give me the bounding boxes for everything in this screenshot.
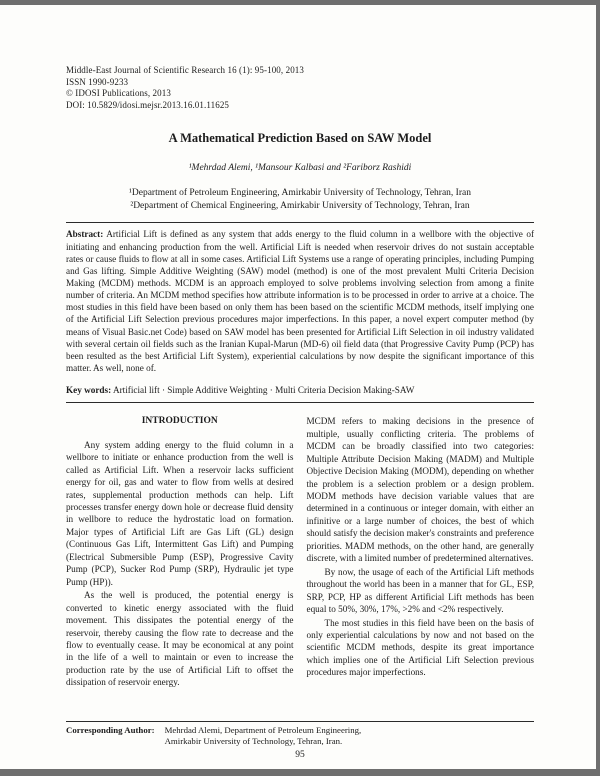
paper-page: [0, 5, 596, 769]
abstract-label: Abstract:: [66, 229, 104, 240]
doi: DOI: 10.5829/idosi.mejsr.2013.16.01.11625: [66, 99, 230, 110]
keywords-text: Artificial lift · Simple Additive Weighting · Multi Criteria Decision Making-SAW: [112, 385, 415, 396]
page-number: 95: [295, 750, 305, 760]
left-column: [66, 415, 294, 689]
abstract-paragraph: [66, 228, 534, 374]
journal-header: [66, 65, 534, 111]
issn: ISSN 1990-9233: [66, 76, 129, 87]
journal-name: Middle-East Journal of Scientific Research 16 (1): 95-100, 2013: [66, 65, 304, 75]
keywords-bottom-rule: [66, 402, 534, 403]
corresponding-author-label: Corresponding Author:: [66, 725, 155, 735]
intro-paragraph-2: As the well is produced, the potential energy is converted to kinetic energy associated with the fluid movement. This dissipates the potential energy of the reservoir, thereby causing the flow rate to decrease and the flow to eventually cease. It may be economical at any point in the life of a well to maintain or even to increase the production rate by the use of Artificial Lift to offset the dissipation of reservoir energy.: [66, 590, 294, 688]
right-paragraph-1: MCDM refers to making decisions in the presence of multiple, usually conflicting criteria. The problems of MCDM can be broadly classified into two categories: Multiple Attribute Decision Making (MADM) and Multiple Objective Decision Making (MODM), depending on whether the problem is a selection problem or a design problem. MODM methods have decision variable values that are determined in a continuous or integer domain, with either an infinitive or a large number of choices, the best of which should satisfy the decision maker's constraints and preference priorities. MADM methods, on the other hand, are generally discrete, with a limited number of predetermined alternatives.: [306, 416, 534, 564]
footer-rule: [66, 721, 534, 722]
affiliation-1: ¹Department of Petroleum Engineering, Amirkabir University of Technology, Tehran, Iran: [129, 188, 471, 199]
corresponding-author-line-2: Amirkabir University of Technology, Tehran, Iran.: [164, 736, 343, 746]
corresponding-author-line-1: Mehrdad Alemi, Department of Petroleum Engineering,: [164, 725, 362, 735]
corresponding-author-text: [165, 725, 362, 747]
right-paragraph-2: By now, the usage of each of the Artificial Lift methods throughout the world has been in a manner that for GL, ESP, SRP, PCP, HP as different Artificial Lift methods has been equal to 50%, 30%, 17%, >2% and <2% respectively.: [306, 566, 534, 615]
intro-paragraph-1: Any system adding energy to the fluid column in a wellbore to initiate or enhance production from the well is called as Artificial Lift. When a reservoir lacks sufficient energy for oil, gas and water to flow from wells at desired rates, supplemental production methods can help. Lift processes transfer energy down hole or decrease fluid density in wellbore to reduce the hydrostatic load on formation. Major types of Artificial Lift are Gas Lift (GL) design (Continuous Gas Lift, Intermittent Gas Lift) and Pumping (Electrical Submersible Pump (ESP), Progressive Cavity Pump (PCP), Sucker Rod Pump (SRP), Hydraulic jet type Pump (HP)).: [66, 439, 294, 587]
affiliation-2: ²Department of Chemical Engineering, Amirkabir University of Technology, Tehran, Iran: [130, 201, 470, 212]
paper-title: A Mathematical Prediction Based on SAW Model: [168, 131, 432, 146]
two-column-body: [66, 415, 534, 689]
abstract-top-rule: [66, 222, 534, 223]
corresponding-author: [66, 725, 534, 747]
keywords-line: [66, 384, 534, 396]
page-footer: [66, 721, 534, 760]
publisher: © IDOSI Publications, 2013: [66, 88, 171, 99]
keywords-label: Key words:: [66, 385, 112, 396]
right-column: [307, 415, 535, 689]
abstract-text: Artificial Lift is defined as any system that adds energy to the fluid column in a wellbore with the objective of initiating and enhancing production from the well. Artificial Lift is needed when reservoir drives do not sustain acceptable rates or cause fluids to flow at all in some cases. Artificial Lift Systems use a range of operating principles, including Pumping and Gas lifting. Simple Additive Weighting (SAW) model (method) is one of the most prevalent Multi Criteria Decision Making (MCDM) methods. MCDM is an approach employed to solve problems involving selection from among a finite number of criteria. An MCDM method specifies how attribute information is to be processed in order to arrive at a choice. The most studies in this field have been based on only them has been based on the scientific MCDM methods, itself implying one of the Artificial Lift Selection previous procedures major imperfections. In this paper, a novel expert computer method (by means of Visual Basic.net Code) based on SAW model has been presented for Artificial Lift Selection in oil industry validated with several certain oil fields such as the Iranian Kupal-Marun (MD-6) oil field data (that Progressive Cavity Pump (PCP) has been resulted as the best Artificial Lift System), experiential calculations by now despite the significant importance of this matter. As well, none of.: [66, 229, 535, 374]
right-paragraph-3: The most studies in this field have been on the basis of only experiential calculations by now and not based on the scientific MCDM methods, despite its great importance which implies one of the Artificial Lift Selection previous procedures major imperfections.: [306, 617, 534, 678]
authors-line: ¹Mehrdad Alemi, ¹Mansour Kalbasi and ²Fariborz Rashidi: [188, 163, 412, 174]
introduction-heading: INTRODUCTION: [141, 416, 218, 427]
affiliations: [66, 187, 534, 213]
